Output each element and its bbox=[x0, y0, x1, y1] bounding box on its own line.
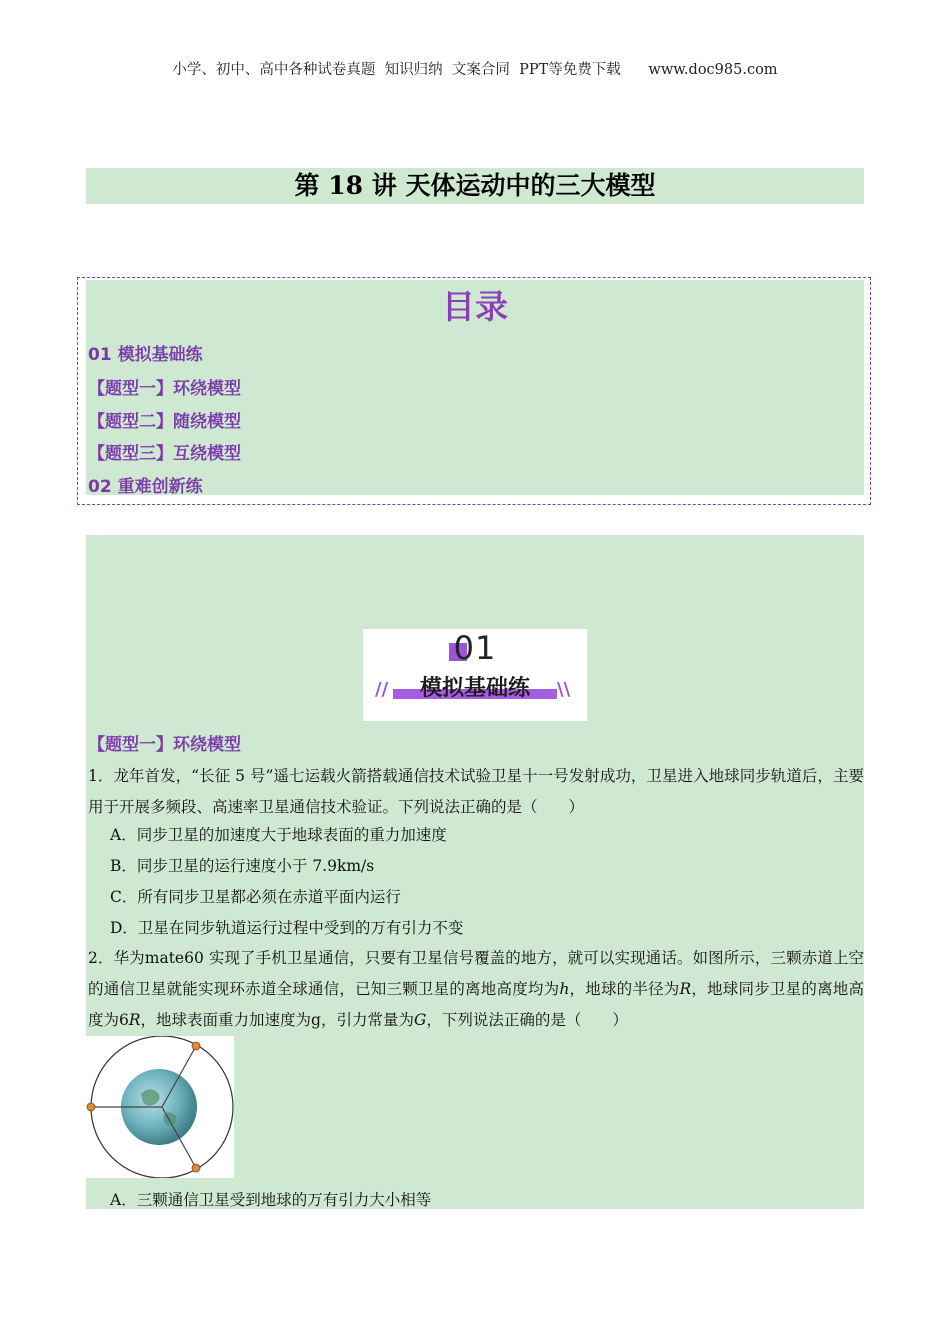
toc-item-type-1[interactable]: 【题型一】环绕模型 bbox=[88, 379, 241, 399]
lecture-title: 第 18 讲 天体运动中的三大模型 bbox=[294, 171, 656, 200]
lecture-title-bar bbox=[86, 168, 864, 204]
banner-slash-right-icon: \\ bbox=[557, 679, 571, 700]
toc-item-hard-practice[interactable]: 02 重难创新练 bbox=[88, 477, 203, 497]
question-1-option-d: D．卫星在同步轨道运行过程中受到的万有引力不变 bbox=[110, 919, 464, 937]
toc-item-type-3[interactable]: 【题型三】互绕模型 bbox=[88, 444, 241, 464]
site-header-tagline: 小学、初中、高中各种试卷真题 知识归纳 文案合同 PPT等免费下载 www.doc985.com bbox=[172, 62, 778, 78]
toc-heading: 目录 bbox=[442, 287, 508, 326]
banner-label: 模拟基础练 bbox=[419, 676, 530, 701]
toc-item-basic-practice[interactable]: 01 模拟基础练 bbox=[88, 345, 203, 365]
question-1-stem: 1．龙年首发，“长征 5 号”遥七运载火箭搭载通信技术试验卫星十一号发射成功，卫星进入地球同步轨道后，主要用于开展多频段、高速率卫星通信技术验证。下列说法正确的是（ ） bbox=[88, 767, 864, 816]
section-banner bbox=[363, 629, 587, 721]
satellite-dot-top bbox=[192, 1042, 200, 1050]
question-2-option-a: A．三颗通信卫星受到地球的万有引力大小相等 bbox=[110, 1191, 432, 1209]
question-2-stem: 2．华为mate60 实现了手机卫星通信，只要有卫星信号覆盖的地方，就可以实现通话。如图所示，三颗赤道上空的通信卫星就能实现环赤道全球通信，已知三颗卫星的离地高度均为ℎ，地球的半径为𝑅，地球同步卫星的离地高度为6𝑅，地球表面重力加速度为g，引力常量为𝐺，下列说法正确的是（ ） bbox=[88, 949, 864, 1029]
question-1-option-c: C．所有同步卫星都必须在赤道平面内运行 bbox=[110, 888, 401, 906]
toc-item-type-2[interactable]: 【题型二】随绕模型 bbox=[88, 412, 241, 432]
earth-satellites-diagram bbox=[86, 1036, 234, 1178]
banner-slash-left-icon: // bbox=[375, 679, 389, 700]
satellite-orbit-figure bbox=[86, 1036, 234, 1178]
question-1-option-b: B．同步卫星的运行速度小于 7.9km/s bbox=[110, 857, 375, 875]
banner-number: 01 bbox=[453, 629, 497, 667]
question-1-option-a: A．同步卫星的加速度大于地球表面的重力加速度 bbox=[110, 826, 447, 844]
satellite-dot-left bbox=[87, 1103, 95, 1111]
satellite-dot-bottom bbox=[192, 1164, 200, 1172]
section-heading: 【题型一】环绕模型 bbox=[88, 735, 241, 755]
